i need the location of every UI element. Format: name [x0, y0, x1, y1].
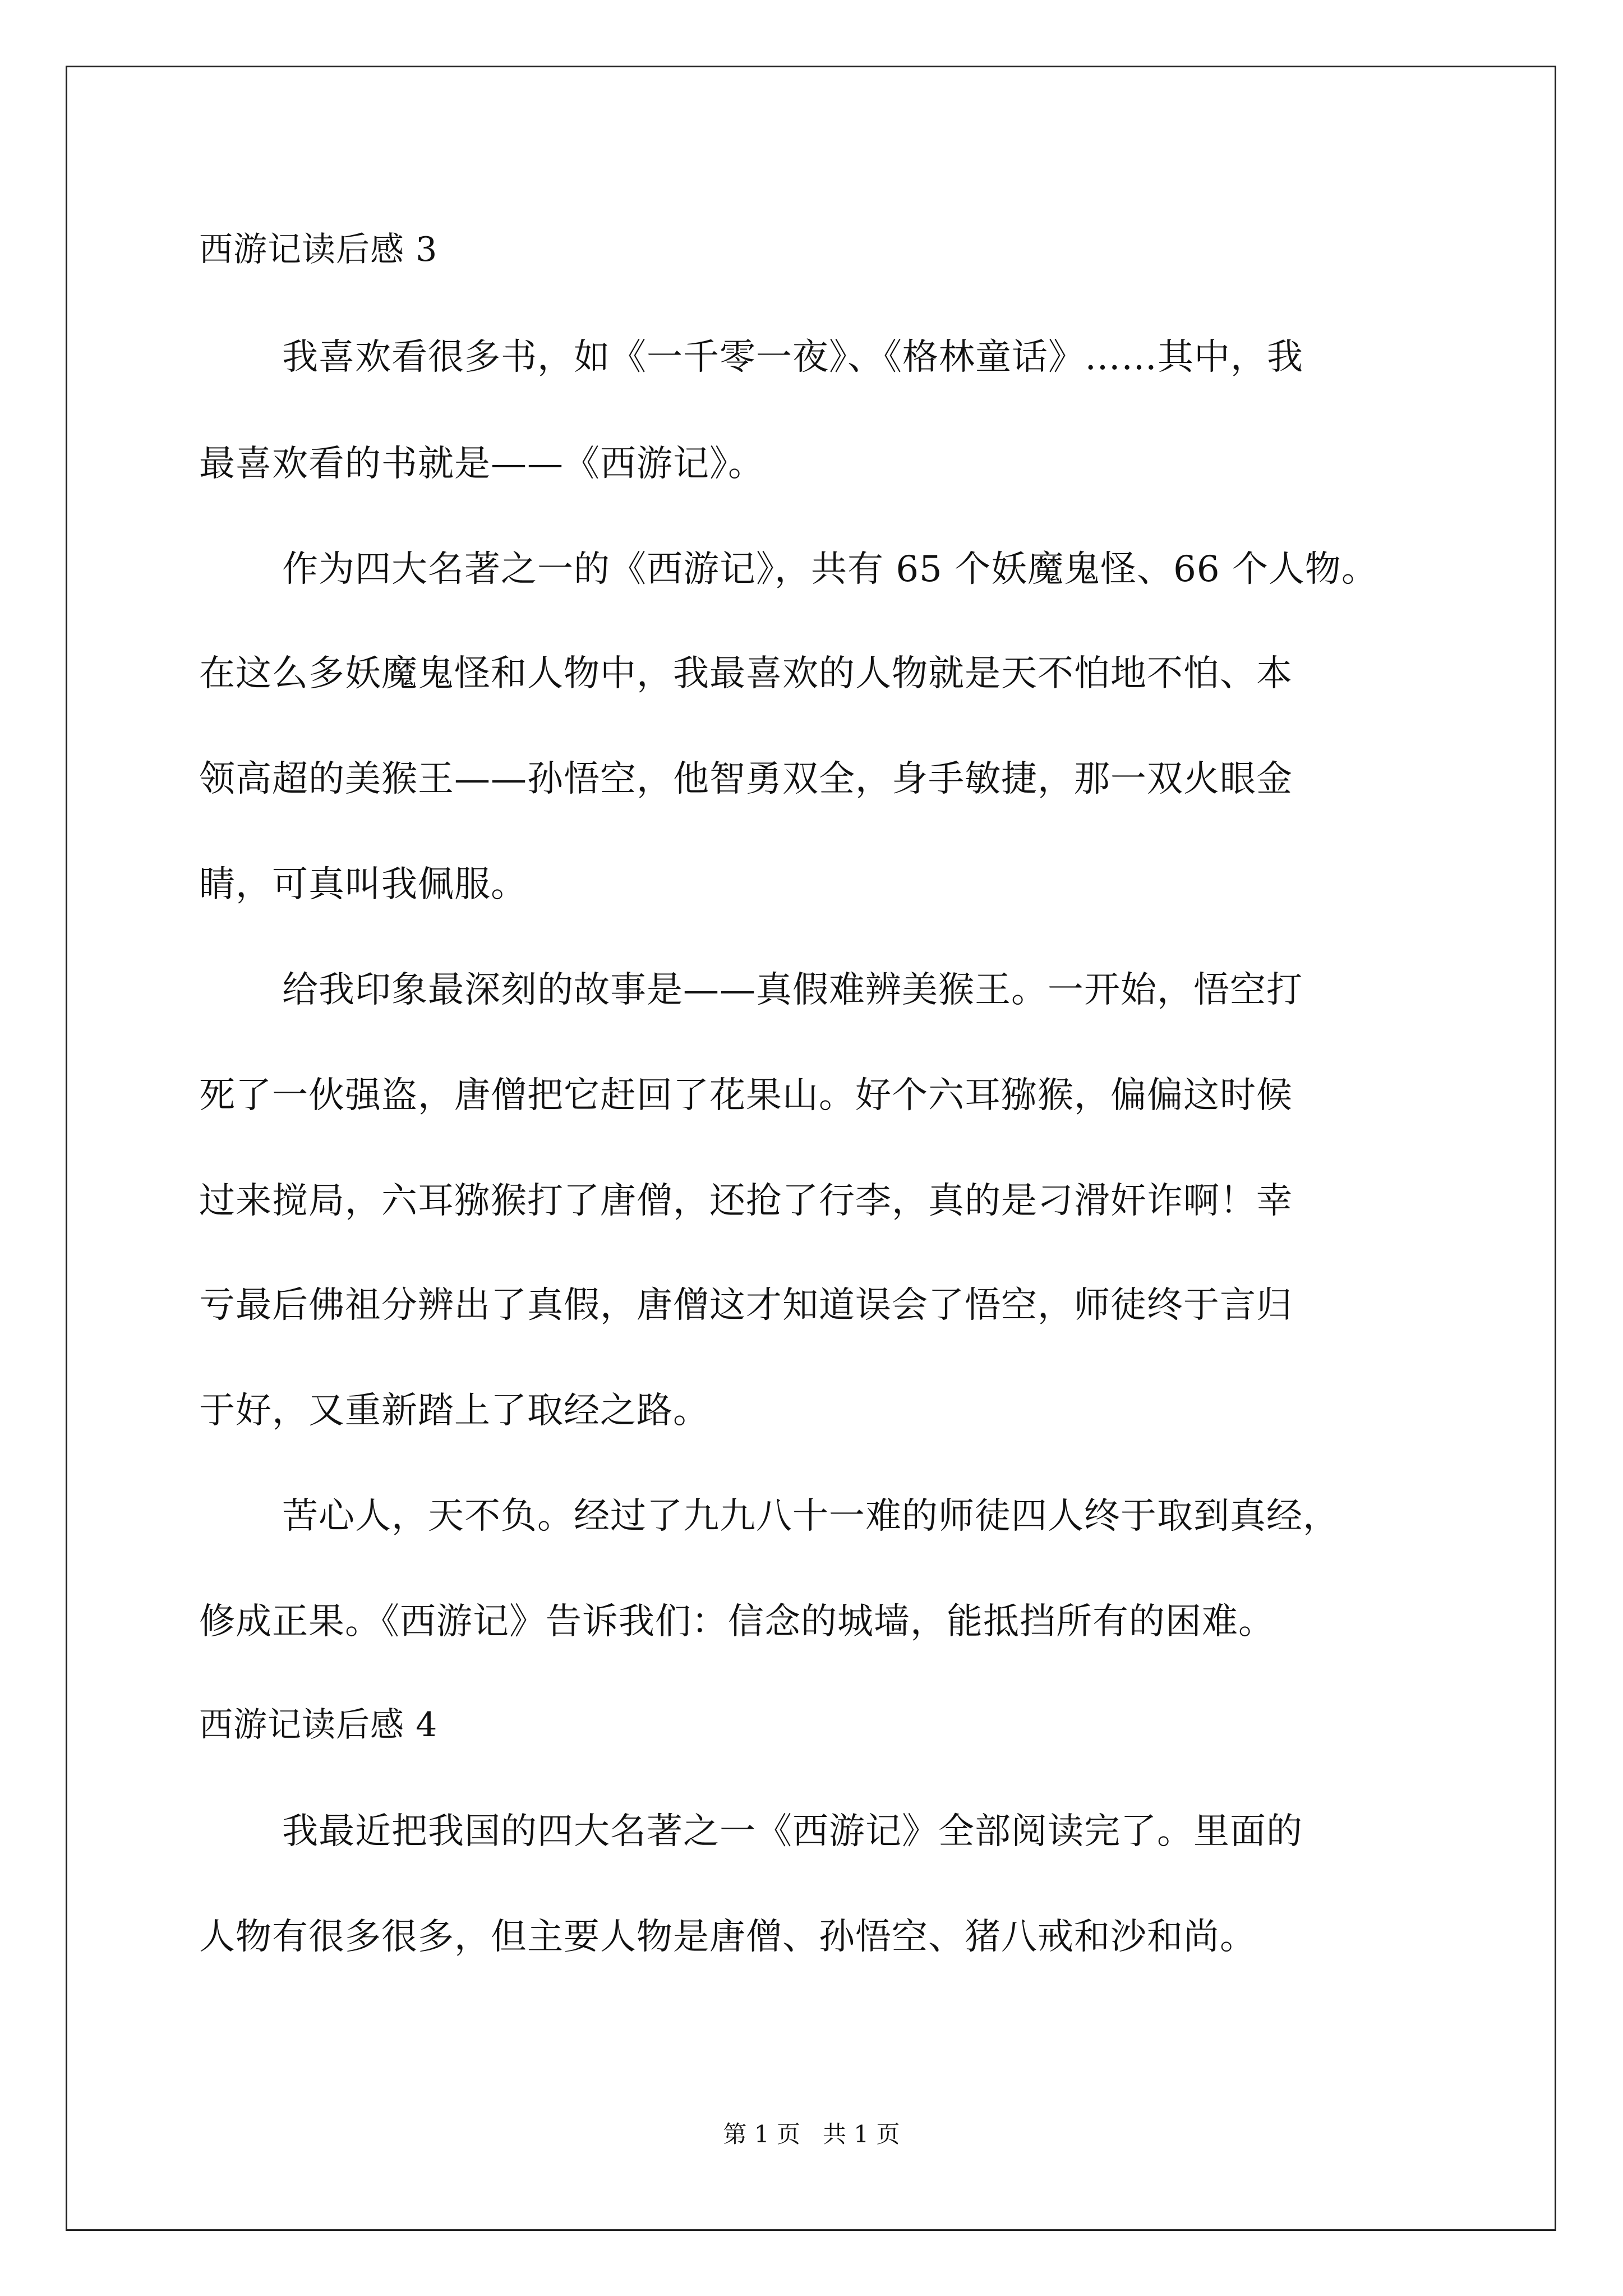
paragraph-line: 在这么多妖魔鬼怪和人物中，我最喜欢的人物就是天不怕地不怕、本	[199, 653, 1293, 694]
page-footer: 第 1 页 共 1 页	[723, 2120, 900, 2148]
paragraph-line: 人物有很多很多，但主要人物是唐僧、孙悟空、猪八戒和沙和尚。	[199, 1916, 1256, 1958]
page-border	[66, 66, 1556, 2231]
paragraph-line: 给我印象最深刻的故事是——真假难辨美猴王。一开始，悟空打	[282, 969, 1303, 1011]
paragraph-line: 我喜欢看很多书，如《一千零一夜》、《格林童话》……其中，我	[282, 337, 1303, 378]
paragraph-line: 领高超的美猴王——孙悟空，他智勇双全，身手敏捷，那一双火眼金	[199, 758, 1293, 800]
paragraph-line: 于好，又重新踏上了取经之路。	[199, 1390, 709, 1432]
paragraph-line: 亏最后佛祖分辨出了真假，唐僧这才知道误会了悟空，师徒终于言归	[199, 1285, 1293, 1326]
paragraph-line: 睛，可真叫我佩服。	[199, 864, 527, 905]
paragraph-line: 我最近把我国的四大名著之一《西游记》全部阅读完了。里面的	[282, 1811, 1303, 1852]
paragraph-line: 作为四大名著之一的《西游记》，共有 65 个妖魔鬼怪、66 个人物。	[282, 549, 1378, 590]
section-heading: 西游记读后感 3	[199, 230, 438, 269]
paragraph-line: 苦心人，天不负。经过了九九八十一难的师徒四人终于取到真经，	[282, 1496, 1339, 1537]
paragraph-line: 过来搅局，六耳猕猴打了唐僧，还抢了行李，真的是刁滑奸诈啊！幸	[199, 1180, 1293, 1222]
paragraph-line: 修成正果。《西游记》告诉我们：信念的城墙，能抵挡所有的困难。	[199, 1601, 1275, 1642]
section-heading: 西游记读后感 4	[199, 1705, 438, 1745]
paragraph-line: 死了一伙强盗，唐僧把它赶回了花果山。好个六耳猕猴，偏偏这时候	[199, 1075, 1293, 1116]
paragraph-line: 最喜欢看的书就是——《西游记》。	[199, 443, 764, 485]
